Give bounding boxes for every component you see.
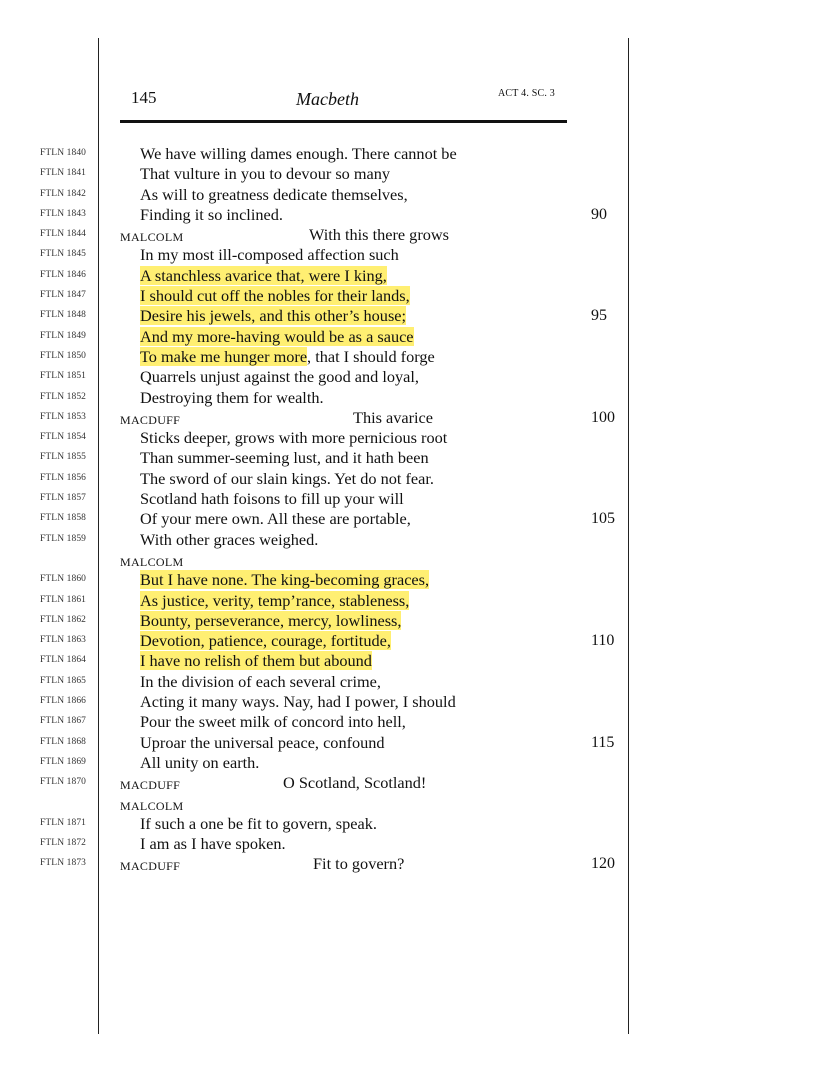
line-number: 105 [591, 510, 615, 528]
script-line [0, 591, 828, 611]
ftln-number: FTLN 1853 [40, 411, 87, 422]
verse-text: Of your mere own. All these are portable, [140, 509, 411, 529]
ftln-number: FTLN 1872 [40, 838, 87, 849]
ftln-number: FTLN 1842 [40, 188, 87, 199]
script-line [0, 164, 828, 184]
verse-text [140, 631, 391, 651]
speaker-name: MALCOLM [120, 554, 184, 569]
verse-text: Finding it so inclined. [140, 204, 283, 224]
script-line [0, 834, 828, 854]
speaker-name: MACDUFF [120, 859, 181, 874]
verse-text [140, 651, 372, 671]
highlighted-text: As justice, verity, temp’rance, stableness, [140, 590, 410, 610]
line-number: 90 [591, 205, 607, 223]
script-line [0, 854, 828, 874]
verse-text: This avarice [353, 407, 434, 427]
ftln-number: FTLN 1855 [40, 452, 87, 463]
script-line [0, 733, 828, 753]
verse-text [140, 347, 435, 367]
verse-text: Sticks deeper, grows with more pernicious root [140, 428, 448, 448]
verse-text [140, 570, 429, 590]
speaker-name: MACDUFF [120, 778, 181, 793]
script-line [0, 408, 828, 428]
ftln-number: FTLN 1862 [40, 614, 87, 625]
ftln-number: FTLN 1846 [40, 269, 87, 280]
ftln-number: FTLN 1841 [40, 168, 87, 179]
verse-text [140, 266, 387, 286]
script-line [0, 469, 828, 489]
script-line [0, 327, 828, 347]
verse-text: If such a one be fit to govern, speak. [140, 813, 377, 833]
verse-text: The sword of our slain kings. Yet do not fear. [140, 468, 434, 488]
ftln-number: FTLN 1854 [40, 432, 87, 443]
verse-text: In the division of each several crime, [140, 671, 381, 691]
verse-text: Uproar the universal peace, confound [140, 732, 385, 752]
speaker-name: MACDUFF [120, 412, 181, 427]
script-line [0, 773, 828, 793]
ftln-number: FTLN 1864 [40, 655, 87, 666]
line-number: 115 [591, 733, 615, 751]
speaker-name: MALCOLM [120, 230, 184, 245]
verse-text [140, 286, 410, 306]
script-line [0, 672, 828, 692]
ftln-number: FTLN 1849 [40, 330, 87, 341]
verse-text [140, 611, 401, 631]
verse-text: In my most ill-composed affection such [140, 245, 399, 265]
verse-text: As will to greatness dedicate themselves, [140, 184, 408, 204]
script-line [0, 144, 828, 164]
verse-text: Destroying them for wealth. [140, 387, 324, 407]
speaker-name: MALCOLM [120, 798, 184, 813]
verse-text [140, 327, 414, 347]
ftln-number: FTLN 1871 [40, 817, 87, 828]
ftln-number: FTLN 1857 [40, 493, 87, 504]
script-line [0, 570, 828, 590]
ftln-number: FTLN 1870 [40, 777, 87, 788]
ftln-number: FTLN 1851 [40, 371, 87, 382]
verse-text-rest: , that I should forge [307, 346, 435, 366]
script-line [0, 651, 828, 671]
script-line [0, 225, 828, 245]
highlighted-text: I have no relish of them but abound [140, 651, 372, 671]
verse-lines [0, 144, 828, 875]
verse-text [140, 306, 406, 326]
script-line [0, 712, 828, 732]
script-line [0, 185, 828, 205]
line-number: 110 [591, 632, 615, 650]
ftln-number: FTLN 1850 [40, 350, 87, 361]
ftln-number: FTLN 1868 [40, 736, 87, 747]
ftln-number: FTLN 1858 [40, 513, 87, 524]
script-line [0, 509, 828, 529]
verse-text [140, 591, 409, 611]
script-line [0, 794, 828, 814]
ftln-number: FTLN 1863 [40, 635, 87, 646]
script-line [0, 692, 828, 712]
script-line [0, 631, 828, 651]
script-line [0, 611, 828, 631]
verse-text: That vulture in you to devour so many [140, 164, 391, 184]
verse-text: Than summer-seeming lust, and it hath been [140, 448, 429, 468]
ftln-number: FTLN 1859 [40, 533, 87, 544]
line-number: 95 [591, 307, 607, 325]
verse-text: O Scotland, Scotland! [283, 773, 427, 793]
ftln-number: FTLN 1860 [40, 574, 87, 585]
page-title: Macbeth [296, 89, 359, 109]
script-line [0, 286, 828, 306]
ftln-number: FTLN 1847 [40, 290, 87, 301]
page-number: 145 [131, 88, 157, 107]
header-rule [120, 120, 567, 123]
script-line [0, 753, 828, 773]
ftln-number: FTLN 1865 [40, 675, 87, 686]
highlighted-text: Desire his jewels, and this other’s house; [140, 306, 407, 326]
ftln-number: FTLN 1845 [40, 249, 87, 260]
script-line [0, 266, 828, 286]
ftln-number: FTLN 1866 [40, 696, 87, 707]
verse-text: With other graces weighed. [140, 529, 319, 549]
highlighted-text: A stanchless avarice that, were I king, [140, 265, 387, 285]
verse-text: With this there grows [309, 225, 449, 245]
ftln-number: FTLN 1852 [40, 391, 87, 402]
line-number: 120 [591, 855, 615, 873]
script-line [0, 306, 828, 326]
script-line [0, 245, 828, 265]
verse-text: All unity on earth. [140, 752, 260, 772]
highlighted-text: But I have none. The king-becoming graces, [140, 570, 430, 590]
highlighted-text: I should cut off the nobles for their lands, [140, 286, 410, 306]
ftln-number: FTLN 1861 [40, 594, 87, 605]
verse-text: We have willing dames enough. There cannot be [140, 144, 457, 163]
ftln-number: FTLN 1856 [40, 472, 87, 483]
ftln-number: FTLN 1873 [40, 858, 87, 869]
script-line [0, 814, 828, 834]
verse-text: I am as I have spoken. [140, 834, 286, 854]
script-line [0, 205, 828, 225]
ftln-number: FTLN 1843 [40, 208, 87, 219]
line-number: 100 [591, 408, 615, 426]
script-line [0, 448, 828, 468]
verse-text: Scotland hath foisons to fill up your will [140, 489, 404, 509]
script-line [0, 489, 828, 509]
ftln-number: FTLN 1840 [40, 148, 87, 158]
verse-text: Acting it many ways. Nay, had I power, I should [140, 692, 456, 712]
script-line [0, 550, 828, 570]
verse-text: Fit to govern? [313, 854, 405, 874]
highlighted-text: To make me hunger more [140, 346, 308, 366]
script-line [0, 347, 828, 367]
script-line [0, 530, 828, 550]
script-line [0, 388, 828, 408]
highlighted-text: Devotion, patience, courage, fortitude, [140, 631, 391, 651]
highlighted-text: And my more-having would be as a sauce [140, 326, 414, 346]
ftln-number: FTLN 1867 [40, 716, 87, 727]
verse-text: Quarrels unjust against the good and loyal, [140, 367, 419, 387]
script-line [0, 367, 828, 387]
ftln-number: FTLN 1869 [40, 756, 87, 767]
act-scene-label: ACT 4. SC. 3 [498, 88, 555, 99]
ftln-number: FTLN 1848 [40, 310, 87, 321]
verse-text: Pour the sweet milk of concord into hell, [140, 712, 406, 732]
highlighted-text: Bounty, perseverance, mercy, lowliness, [140, 610, 402, 630]
ftln-number: FTLN 1844 [40, 229, 87, 240]
script-line [0, 428, 828, 448]
